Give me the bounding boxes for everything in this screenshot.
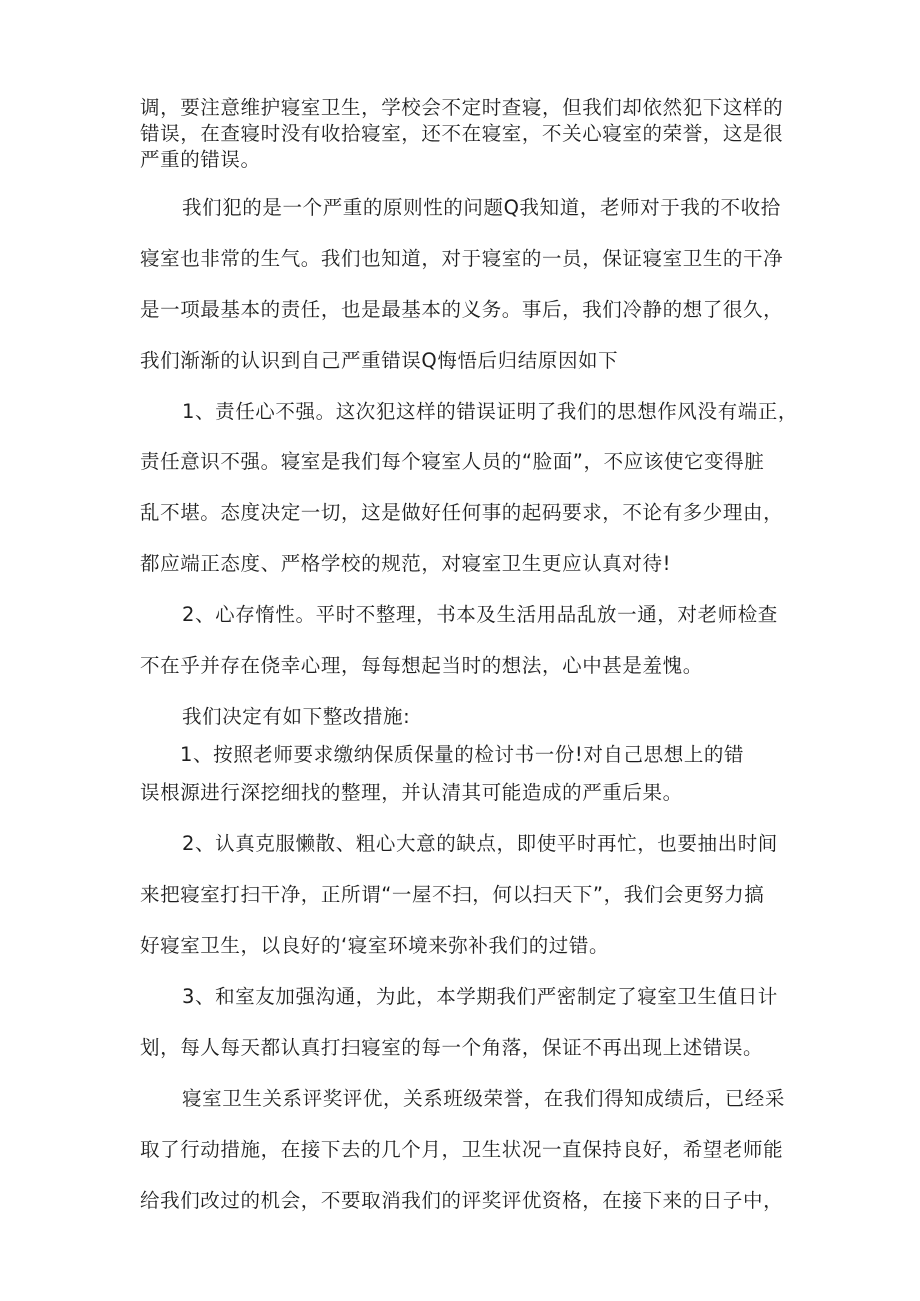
text-line: 调，要注意维护寝室卫生，学校会不定时查寝，但我们却依然犯下这样的 xyxy=(140,96,784,119)
text-line: 误根源进行深挖细找的整理，并认清其可能造成的严重后果。 xyxy=(140,781,683,804)
text-line: 责任意识不强。寝室是我们每个寝室人员的“脸面”，不应该使它变得脏 xyxy=(140,450,765,473)
text-line: 3、和室友加强沟通，为此，本学期我们严密制定了寝室卫生值日计 xyxy=(182,985,778,1008)
text-line: 给我们改过的机会，不要取消我们的评奖评优资格，在接下来的日子中， xyxy=(140,1189,784,1212)
text-line: 1、按照老师要求缴纳保质保量的检讨书一份!对自己思想上的错 xyxy=(180,743,745,766)
text-line: 取了行动措施，在接下去的几个月，卫生状况一直保持良好，希望老师能 xyxy=(140,1138,784,1161)
text-line: 我们渐渐的认识到自己严重错误Q悔悟后归结原因如下 xyxy=(140,349,619,372)
text-line: 乱不堪。态度决定一切，这是做好任何事的起码要求，不论有多少理由， xyxy=(140,501,784,524)
text-line: 我们决定有如下整改措施: xyxy=(182,705,411,728)
text-line: 1、责任心不强。这次犯这样的错误证明了我们的思想作风没有端正， xyxy=(182,400,799,423)
text-line: 2、心存惰性。平时不整理，书本及生活用品乱放一通，对老师检查 xyxy=(182,603,778,626)
text-line: 寝室也非常的生气。我们也知道，对于寝室的一员，保证寝室卫生的干净 xyxy=(140,247,784,270)
text-line: 划，每人每天都认真打扫寝室的每一个角落，保证不再出现上述错误。 xyxy=(140,1036,764,1059)
text-line: 都应端正态度、严格学校的规范，对寝室卫生更应认真对待! xyxy=(140,552,672,575)
text-line: 错误，在查寝时没有收拾寝室，还不在寝室，不关心寝室的荣誉，这是很 xyxy=(140,122,784,145)
text-line: 我们犯的是一个严重的原则性的问题Q我知道，老师对于我的不收拾 xyxy=(182,196,781,219)
text-line: 寝室卫生关系评奖评优，关系班级荣誉，在我们得知成绩后，已经采 xyxy=(182,1087,786,1110)
text-line: 是一项最基本的责任，也是最基本的义务。事后，我们冷静的想了很久， xyxy=(140,298,784,321)
paragraph-continuation xyxy=(140,95,790,173)
text-line: 严重的错误。 xyxy=(140,148,261,171)
text-line: 好寝室卫生，以良好的‘寝室环境来弥补我们的过错。 xyxy=(140,934,610,957)
text-line: 来把寝室打扫干净，正所谓“一屋不扫，何以扫天下”，我们会更努力搞 xyxy=(140,883,765,906)
text-line: 不在乎并存在侥幸心理，每每想起当时的想法，心中甚是羞愧。 xyxy=(140,654,703,677)
text-line: 2、认真克服懒散、粗心大意的缺点，即使平时再忙，也要抽出时间 xyxy=(182,832,778,855)
